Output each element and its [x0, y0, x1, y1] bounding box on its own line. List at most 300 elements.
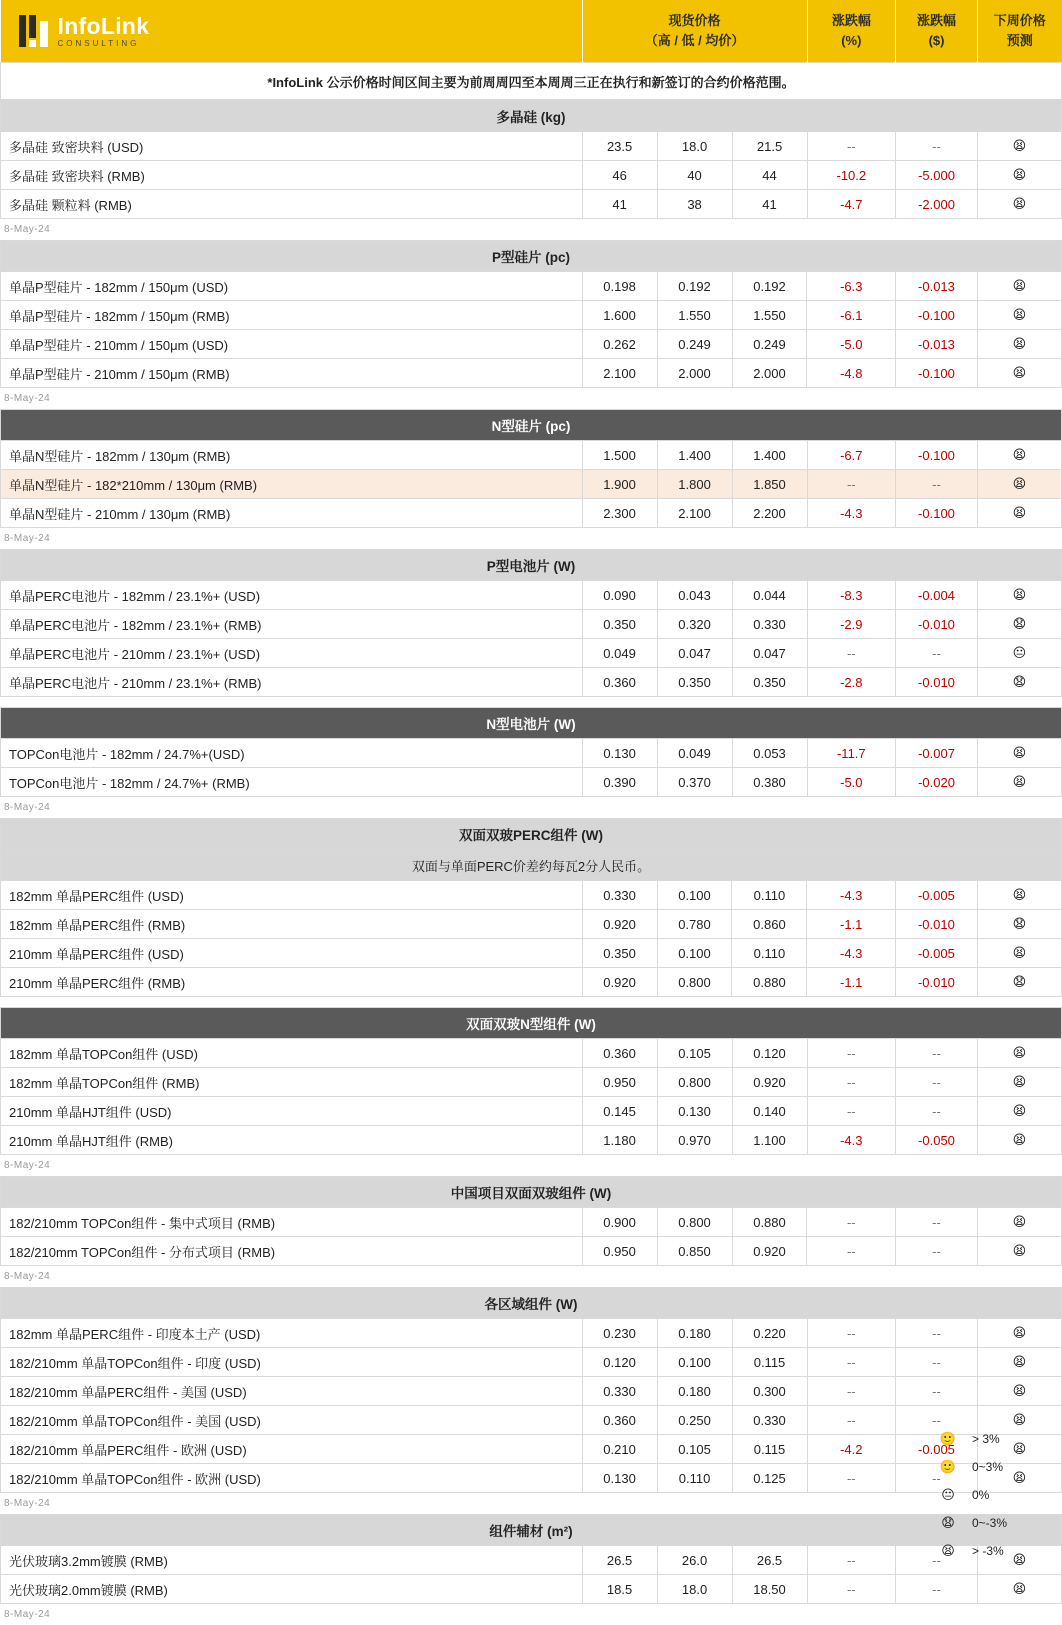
change-value: -0.007	[896, 739, 978, 768]
section-header	[1, 1288, 1062, 1319]
change-value: -0.010	[896, 968, 978, 997]
change-percent: -5.0	[807, 330, 896, 359]
price-low: 0.049	[657, 739, 732, 768]
legend-face-icon: 😫	[941, 1543, 955, 1558]
change-percent: -8.3	[807, 581, 896, 610]
price-high: 0.350	[582, 939, 657, 968]
date-stamp: 8-May-24	[4, 393, 51, 404]
price-avg: 0.880	[732, 1208, 807, 1237]
forecast-face-icon: 😫	[977, 441, 1061, 470]
forecast-face-icon: 😫	[977, 1464, 1061, 1493]
price-low: 0.970	[657, 1126, 732, 1155]
price-high: 0.360	[582, 668, 657, 697]
change-percent: -6.1	[807, 301, 896, 330]
price-avg: 0.192	[732, 272, 807, 301]
section-header	[1, 1177, 1062, 1208]
price-avg: 2.000	[732, 359, 807, 388]
price-low: 26.0	[657, 1546, 732, 1575]
price-low: 0.192	[657, 272, 732, 301]
price-low: 0.105	[657, 1039, 732, 1068]
header-chg-usd-line2: ($)	[928, 33, 945, 48]
price-blocks	[0, 100, 1062, 1625]
change-percent: --	[807, 1097, 896, 1126]
date-stamp: 8-May-24	[4, 1609, 51, 1620]
row-label: 单晶PERC电池片 - 210mm / 23.1%+ (USD)	[1, 639, 583, 668]
price-table	[0, 1514, 1062, 1604]
price-avg: 1.850	[732, 470, 807, 499]
row-label: 单晶P型硅片 - 182mm / 150μm (USD)	[1, 272, 583, 301]
price-high: 1.180	[582, 1126, 657, 1155]
legend-face-icon: 😧	[941, 1515, 955, 1530]
row-label: TOPCon电池片 - 182mm / 24.7%+ (RMB)	[1, 768, 583, 797]
change-value: -0.005	[896, 939, 978, 968]
row-label: 单晶N型硅片 - 182mm / 130μm (RMB)	[1, 441, 583, 470]
change-percent: --	[807, 1319, 896, 1348]
price-high: 1.500	[582, 441, 657, 470]
table-row	[1, 161, 1062, 190]
price-avg: 0.249	[732, 330, 807, 359]
row-label: 210mm 单晶PERC组件 (USD)	[1, 939, 583, 968]
price-high: 2.300	[582, 499, 657, 528]
row-label: 182mm 单晶TOPCon组件 (USD)	[1, 1039, 583, 1068]
table-row	[1, 330, 1062, 359]
forecast-face-icon: 😫	[977, 739, 1061, 768]
price-high: 23.5	[582, 132, 657, 161]
spacer	[0, 997, 1062, 1007]
price-low: 0.780	[657, 910, 732, 939]
infolink-logo-icon	[19, 15, 49, 47]
price-low: 0.180	[657, 1319, 732, 1348]
price-low: 0.250	[657, 1406, 732, 1435]
table-row	[1, 1039, 1062, 1068]
forecast-face-icon: 😫	[977, 272, 1061, 301]
header-chg-pct-line2: (%)	[841, 33, 862, 48]
price-high: 0.920	[582, 910, 657, 939]
legend-face-icon: 😐	[941, 1487, 955, 1502]
table-row	[1, 1575, 1062, 1604]
price-high: 0.390	[582, 768, 657, 797]
price-low: 0.180	[657, 1377, 732, 1406]
change-percent: --	[807, 470, 896, 499]
table-header-row	[1, 0, 1062, 63]
price-low: 0.800	[657, 968, 732, 997]
change-percent: -4.8	[807, 359, 896, 388]
row-label: 单晶PERC电池片 - 182mm / 23.1%+ (RMB)	[1, 610, 583, 639]
legend-item	[938, 1425, 1048, 1453]
price-high: 0.330	[582, 881, 657, 910]
change-value: --	[896, 639, 978, 668]
price-high: 0.950	[582, 1068, 657, 1097]
price-avg: 1.550	[732, 301, 807, 330]
price-low: 0.100	[657, 1348, 732, 1377]
price-high: 0.950	[582, 1237, 657, 1266]
forecast-face-icon: 😫	[977, 1348, 1061, 1377]
forecast-face-icon: 😫	[977, 1126, 1061, 1155]
price-table	[0, 409, 1062, 528]
price-low: 0.100	[657, 881, 732, 910]
price-table	[0, 549, 1062, 697]
price-avg: 0.380	[732, 768, 807, 797]
table-row	[1, 939, 1062, 968]
price-low: 0.800	[657, 1068, 732, 1097]
forecast-face-icon: 😫	[977, 881, 1061, 910]
row-label: 182mm 单晶TOPCon组件 (RMB)	[1, 1068, 583, 1097]
change-percent: -4.3	[807, 499, 896, 528]
change-value: -0.005	[896, 1435, 978, 1464]
table-row	[1, 499, 1062, 528]
change-percent: -4.3	[807, 1126, 896, 1155]
price-avg: 0.860	[732, 910, 807, 939]
table-row	[1, 1126, 1062, 1155]
change-percent: -4.3	[807, 939, 896, 968]
change-value: -0.005	[896, 881, 978, 910]
change-percent: --	[807, 1546, 896, 1575]
change-value: -0.013	[896, 272, 978, 301]
table-row	[1, 1348, 1062, 1377]
row-label: 多晶硅 颗粒料 (RMB)	[1, 190, 583, 219]
section-title: 双面双玻N型组件 (W)	[1, 1008, 1062, 1039]
price-low: 0.043	[657, 581, 732, 610]
forecast-face-icon: 😫	[977, 132, 1061, 161]
price-low: 0.105	[657, 1435, 732, 1464]
legend-label: 0~3%	[972, 1460, 1004, 1474]
price-avg: 0.047	[732, 639, 807, 668]
row-label: 182mm 单晶PERC组件 - 印度本土产 (USD)	[1, 1319, 583, 1348]
price-avg: 0.300	[732, 1377, 807, 1406]
table-row	[1, 639, 1062, 668]
row-label: TOPCon电池片 - 182mm / 24.7%+(USD)	[1, 739, 583, 768]
table-row	[1, 739, 1062, 768]
header-change-percent	[807, 0, 896, 63]
price-high: 0.230	[582, 1319, 657, 1348]
price-low: 1.400	[657, 441, 732, 470]
legend-label: 0%	[972, 1488, 990, 1502]
section-title: P型硅片 (pc)	[1, 241, 1062, 272]
change-value: --	[896, 1237, 978, 1266]
forecast-face-icon: 😫	[977, 470, 1061, 499]
legend-label: > 3%	[972, 1432, 1000, 1446]
date-stamp: 8-May-24	[4, 533, 51, 544]
price-low: 1.800	[657, 470, 732, 499]
legend-label: 0~-3%	[972, 1516, 1008, 1530]
price-high: 0.360	[582, 1406, 657, 1435]
section-header	[1, 1008, 1062, 1039]
section-header	[1, 101, 1062, 132]
change-percent: --	[807, 1237, 896, 1266]
row-label: 182/210mm TOPCon组件 - 集中式项目 (RMB)	[1, 1208, 583, 1237]
forecast-face-icon: 😧	[977, 610, 1061, 639]
section-subtitle: 双面与单面PERC价差约每瓦2分人民币。	[1, 850, 1062, 881]
price-table	[0, 707, 1062, 797]
table-row	[1, 1377, 1062, 1406]
forecast-face-icon: 😐	[977, 639, 1061, 668]
forecast-face-icon: 😫	[977, 161, 1061, 190]
row-label: 单晶N型硅片 - 182*210mm / 130μm (RMB)	[1, 470, 583, 499]
table-row	[1, 1464, 1062, 1493]
row-label: 182mm 单晶PERC组件 (USD)	[1, 881, 583, 910]
forecast-face-icon: 😫	[977, 768, 1061, 797]
header-forecast-line2: 预测	[1006, 33, 1033, 48]
change-value: --	[896, 1348, 978, 1377]
section-header	[1, 550, 1062, 581]
forecast-face-icon: 😫	[977, 1377, 1061, 1406]
section-header	[1, 708, 1062, 739]
table-row	[1, 768, 1062, 797]
change-percent: -2.8	[807, 668, 896, 697]
row-label: 182/210mm 单晶TOPCon组件 - 美国 (USD)	[1, 1406, 583, 1435]
change-percent: -10.2	[807, 161, 896, 190]
change-percent: --	[807, 1377, 896, 1406]
price-low: 0.100	[657, 939, 732, 968]
section-title: N型电池片 (W)	[1, 708, 1062, 739]
price-high: 18.5	[582, 1575, 657, 1604]
change-percent: -4.3	[807, 881, 896, 910]
table-row	[1, 1406, 1062, 1435]
price-avg: 0.110	[732, 939, 807, 968]
change-percent: --	[807, 1068, 896, 1097]
price-high: 26.5	[582, 1546, 657, 1575]
legend-label: > -3%	[972, 1544, 1004, 1558]
change-value: -0.050	[896, 1126, 978, 1155]
forecast-face-icon: 😫	[977, 1237, 1061, 1266]
change-value: --	[896, 1464, 978, 1493]
row-label: 182/210mm 单晶TOPCon组件 - 印度 (USD)	[1, 1348, 583, 1377]
header-chg-pct-line1: 涨跌幅	[831, 12, 871, 28]
price-high: 0.330	[582, 1377, 657, 1406]
section-subtitle-row	[1, 850, 1062, 881]
change-value: -0.004	[896, 581, 978, 610]
row-label: 单晶PERC电池片 - 210mm / 23.1%+ (RMB)	[1, 668, 583, 697]
price-low: 0.249	[657, 330, 732, 359]
table-row	[1, 1097, 1062, 1126]
table-row	[1, 910, 1062, 939]
price-high: 46	[582, 161, 657, 190]
change-value: -0.010	[896, 668, 978, 697]
price-low: 0.130	[657, 1097, 732, 1126]
price-avg: 44	[732, 161, 807, 190]
table-row	[1, 1435, 1062, 1464]
row-label: 210mm 单晶HJT组件 (RMB)	[1, 1126, 583, 1155]
change-value: --	[896, 1208, 978, 1237]
section-header	[1, 410, 1062, 441]
change-percent: -5.0	[807, 768, 896, 797]
change-value: -5.000	[896, 161, 978, 190]
table-row	[1, 1546, 1062, 1575]
table-row	[1, 610, 1062, 639]
forecast-face-icon: 😫	[977, 1097, 1061, 1126]
price-avg: 0.330	[732, 610, 807, 639]
date-stamp: 8-May-24	[4, 1160, 51, 1171]
row-label: 多晶硅 致密块料 (RMB)	[1, 161, 583, 190]
change-value: --	[896, 470, 978, 499]
price-high: 0.350	[582, 610, 657, 639]
forecast-face-icon: 😫	[977, 359, 1061, 388]
forecast-face-icon: 😫	[977, 581, 1061, 610]
price-low: 2.100	[657, 499, 732, 528]
forecast-face-icon: 😫	[977, 1546, 1061, 1575]
price-high: 0.920	[582, 968, 657, 997]
header-forecast	[977, 0, 1061, 63]
row-label: 单晶P型硅片 - 210mm / 150μm (RMB)	[1, 359, 583, 388]
price-avg: 21.5	[732, 132, 807, 161]
table-row	[1, 301, 1062, 330]
change-percent: -6.7	[807, 441, 896, 470]
table-row	[1, 1237, 1062, 1266]
price-high: 2.100	[582, 359, 657, 388]
change-value: -0.100	[896, 441, 978, 470]
row-label: 210mm 单晶PERC组件 (RMB)	[1, 968, 583, 997]
price-high: 0.145	[582, 1097, 657, 1126]
row-label: 182/210mm 单晶PERC组件 - 欧洲 (USD)	[1, 1435, 583, 1464]
change-percent: -1.1	[807, 910, 896, 939]
section-title: N型硅片 (pc)	[1, 410, 1062, 441]
header-table	[0, 0, 1062, 100]
table-row	[1, 881, 1062, 910]
row-label: 210mm 单晶HJT组件 (USD)	[1, 1097, 583, 1126]
price-avg: 0.125	[732, 1464, 807, 1493]
header-chg-usd-line1: 涨跌幅	[917, 12, 957, 28]
price-low: 0.850	[657, 1237, 732, 1266]
row-label: 182mm 单晶PERC组件 (RMB)	[1, 910, 583, 939]
change-percent: -1.1	[807, 968, 896, 997]
price-high: 0.360	[582, 1039, 657, 1068]
price-avg: 0.115	[732, 1435, 807, 1464]
change-percent: -4.7	[807, 190, 896, 219]
forecast-face-icon: 😫	[977, 330, 1061, 359]
price-avg: 0.044	[732, 581, 807, 610]
brand-subtitle: CONSULTING	[57, 38, 140, 48]
price-avg: 41	[732, 190, 807, 219]
price-avg: 0.110	[732, 881, 807, 910]
legend-face-icon: 🙂	[939, 1431, 957, 1446]
price-low: 0.370	[657, 768, 732, 797]
table-row	[1, 470, 1062, 499]
row-label: 182/210mm 单晶TOPCon组件 - 欧洲 (USD)	[1, 1464, 583, 1493]
forecast-face-icon: 😫	[977, 1406, 1061, 1435]
change-value: --	[896, 1546, 978, 1575]
price-avg: 0.350	[732, 668, 807, 697]
price-high: 0.900	[582, 1208, 657, 1237]
price-high: 0.090	[582, 581, 657, 610]
price-high: 0.130	[582, 1464, 657, 1493]
forecast-face-icon: 😫	[977, 190, 1061, 219]
row-label: 单晶N型硅片 - 210mm / 130μm (RMB)	[1, 499, 583, 528]
price-table	[0, 240, 1062, 388]
change-value: --	[896, 1319, 978, 1348]
price-table	[0, 1287, 1062, 1493]
change-value: -0.100	[896, 359, 978, 388]
table-row	[1, 968, 1062, 997]
price-high: 41	[582, 190, 657, 219]
price-avg: 0.140	[732, 1097, 807, 1126]
header-forecast-line1: 下周价格	[993, 12, 1046, 28]
price-avg: 0.115	[732, 1348, 807, 1377]
forecast-face-icon: 😫	[977, 1575, 1061, 1604]
change-value: -0.013	[896, 330, 978, 359]
row-label: 单晶PERC电池片 - 182mm / 23.1%+ (USD)	[1, 581, 583, 610]
change-percent: --	[807, 1208, 896, 1237]
section-title: 组件辅材 (m²)	[1, 1515, 1062, 1546]
note-row	[1, 63, 1062, 100]
change-percent: --	[807, 1464, 896, 1493]
price-low: 0.350	[657, 668, 732, 697]
row-label: 182/210mm TOPCon组件 - 分布式项目 (RMB)	[1, 1237, 583, 1266]
forecast-face-icon: 😧	[977, 910, 1061, 939]
header-spot-line1: 现货价格	[668, 12, 721, 28]
price-high: 1.900	[582, 470, 657, 499]
table-row	[1, 190, 1062, 219]
price-avg: 0.220	[732, 1319, 807, 1348]
price-avg: 0.880	[732, 968, 807, 997]
price-table	[0, 100, 1062, 219]
row-label: 光伏玻璃2.0mm镀膜 (RMB)	[1, 1575, 583, 1604]
date-stamp: 8-May-24	[4, 802, 51, 813]
row-label: 多晶硅 致密块料 (USD)	[1, 132, 583, 161]
price-table	[0, 1176, 1062, 1266]
change-value: -0.010	[896, 910, 978, 939]
price-high: 0.130	[582, 739, 657, 768]
legend-item	[938, 1509, 1048, 1537]
legend	[938, 1425, 1048, 1565]
price-avg: 0.920	[732, 1237, 807, 1266]
legend-item	[938, 1453, 1048, 1481]
change-value: --	[896, 1039, 978, 1068]
price-low: 1.550	[657, 301, 732, 330]
change-value: -0.100	[896, 301, 978, 330]
change-value: --	[896, 1068, 978, 1097]
change-value: -2.000	[896, 190, 978, 219]
forecast-face-icon: 😫	[977, 499, 1061, 528]
price-low: 18.0	[657, 1575, 732, 1604]
forecast-face-icon: 😫	[977, 1435, 1061, 1464]
price-low: 40	[657, 161, 732, 190]
change-value: --	[896, 1575, 978, 1604]
price-high: 0.262	[582, 330, 657, 359]
forecast-face-icon: 😫	[977, 1068, 1061, 1097]
date-stamp: 8-May-24	[4, 1271, 51, 1282]
forecast-face-icon: 😫	[977, 939, 1061, 968]
forecast-face-icon: 😫	[977, 1319, 1061, 1348]
header-spot-line2: （高 / 低 / 均价）	[644, 33, 745, 48]
table-row	[1, 132, 1062, 161]
table-row	[1, 1208, 1062, 1237]
change-percent: --	[807, 1406, 896, 1435]
price-high: 0.198	[582, 272, 657, 301]
price-avg: 0.330	[732, 1406, 807, 1435]
table-row	[1, 272, 1062, 301]
date-stamp: 8-May-24	[4, 224, 51, 235]
price-avg: 18.50	[732, 1575, 807, 1604]
header-change-usd	[896, 0, 978, 63]
row-label: 单晶P型硅片 - 210mm / 150μm (USD)	[1, 330, 583, 359]
price-low: 0.047	[657, 639, 732, 668]
section-title: 多晶硅 (kg)	[1, 101, 1062, 132]
section-header	[1, 241, 1062, 272]
price-avg: 0.120	[732, 1039, 807, 1068]
brand-name: InfoLink	[57, 12, 150, 39]
legend-face-icon: 🙂	[939, 1459, 957, 1474]
change-percent: --	[807, 1348, 896, 1377]
section-title: 中国项目双面双玻组件 (W)	[1, 1177, 1062, 1208]
price-low: 0.800	[657, 1208, 732, 1237]
change-percent: --	[807, 1039, 896, 1068]
change-percent: --	[807, 639, 896, 668]
price-high: 0.210	[582, 1435, 657, 1464]
change-value: --	[896, 1377, 978, 1406]
legend-item	[938, 1537, 1048, 1565]
row-label: 单晶P型硅片 - 182mm / 150μm (RMB)	[1, 301, 583, 330]
header-spot-price	[582, 0, 807, 63]
